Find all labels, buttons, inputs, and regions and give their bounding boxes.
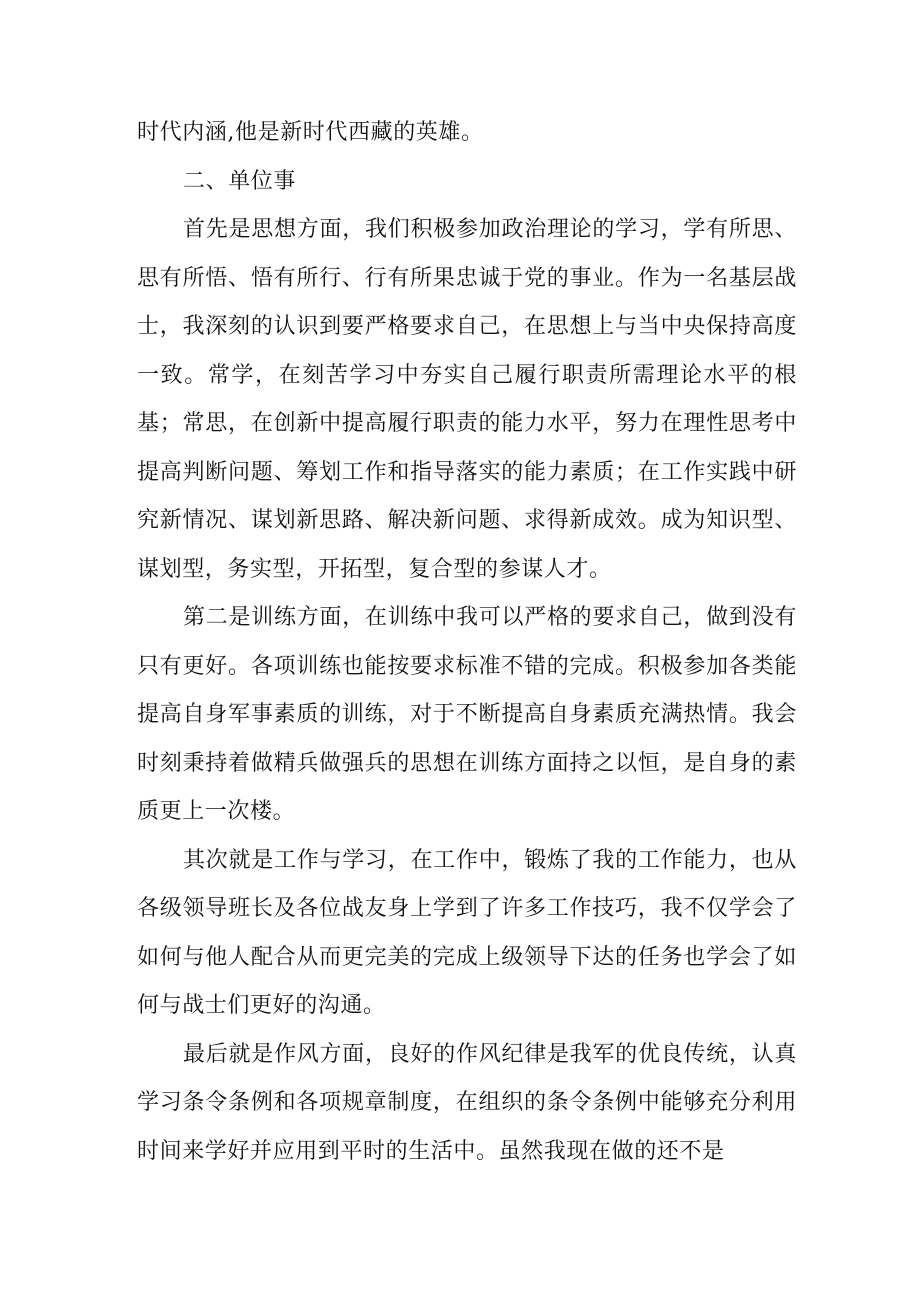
section-heading: 二、单位事: [183, 168, 297, 194]
paragraph-training: 第二是训练方面，在训练中我可以严格的要求自己，做到没有只有更好。各项训练也能按要求标准不错的完成。积极参加各类能提高自身军事素质的训练，对于不断提高自身素质充满热情。我会时刻秉持着做精兵做强兵的思想在训练方面持之以恒，是自身的素质更上一次楼。: [137, 605, 797, 824]
document-body: [137, 109, 797, 1176]
paragraph-work-study: 其次就是工作与学习，在工作中，锻炼了我的工作能力，也从各级领导班长及各位战友身上学到了许多工作技巧，我不仅学会了如何与他人配合从而更完美的完成上级领导下达的任务也学会了如何与战士们更好的沟通。: [137, 847, 797, 1018]
paragraph-thought: 首先是思想方面，我们积极参加政治理论的学习，学有所思、思有所悟、悟有所行、行有所果忠诚于党的事业。作为一名基层战士，我深刻的认识到要严格要求自己，在思想上与当中央保持高度一致。常学，在刻苦学习中夯实自己履行职责所需理论水平的根基；常思，在创新中提高履行职责的能力水平，努力在理性思考中提高判断问题、筹划工作和指导落实的能力素质；在工作实践中研究新情况、谋划新思路、解决新问题、求得新成效。成为知识型、谋划型，务实型，开拓型，复合型的参谋人才。: [137, 217, 797, 582]
paragraph-continuation: 时代内涵,他是新时代西藏的英雄。: [137, 120, 484, 145]
paragraph-style: 最后就是作风方面，良好的作风纪律是我军的优良传统，认真学习条令条例和各项规章制度，在组织的条令条例中能够充分利用时间来学好并应用到平时的生活中。虽然我现在做的还不是: [137, 1041, 797, 1164]
